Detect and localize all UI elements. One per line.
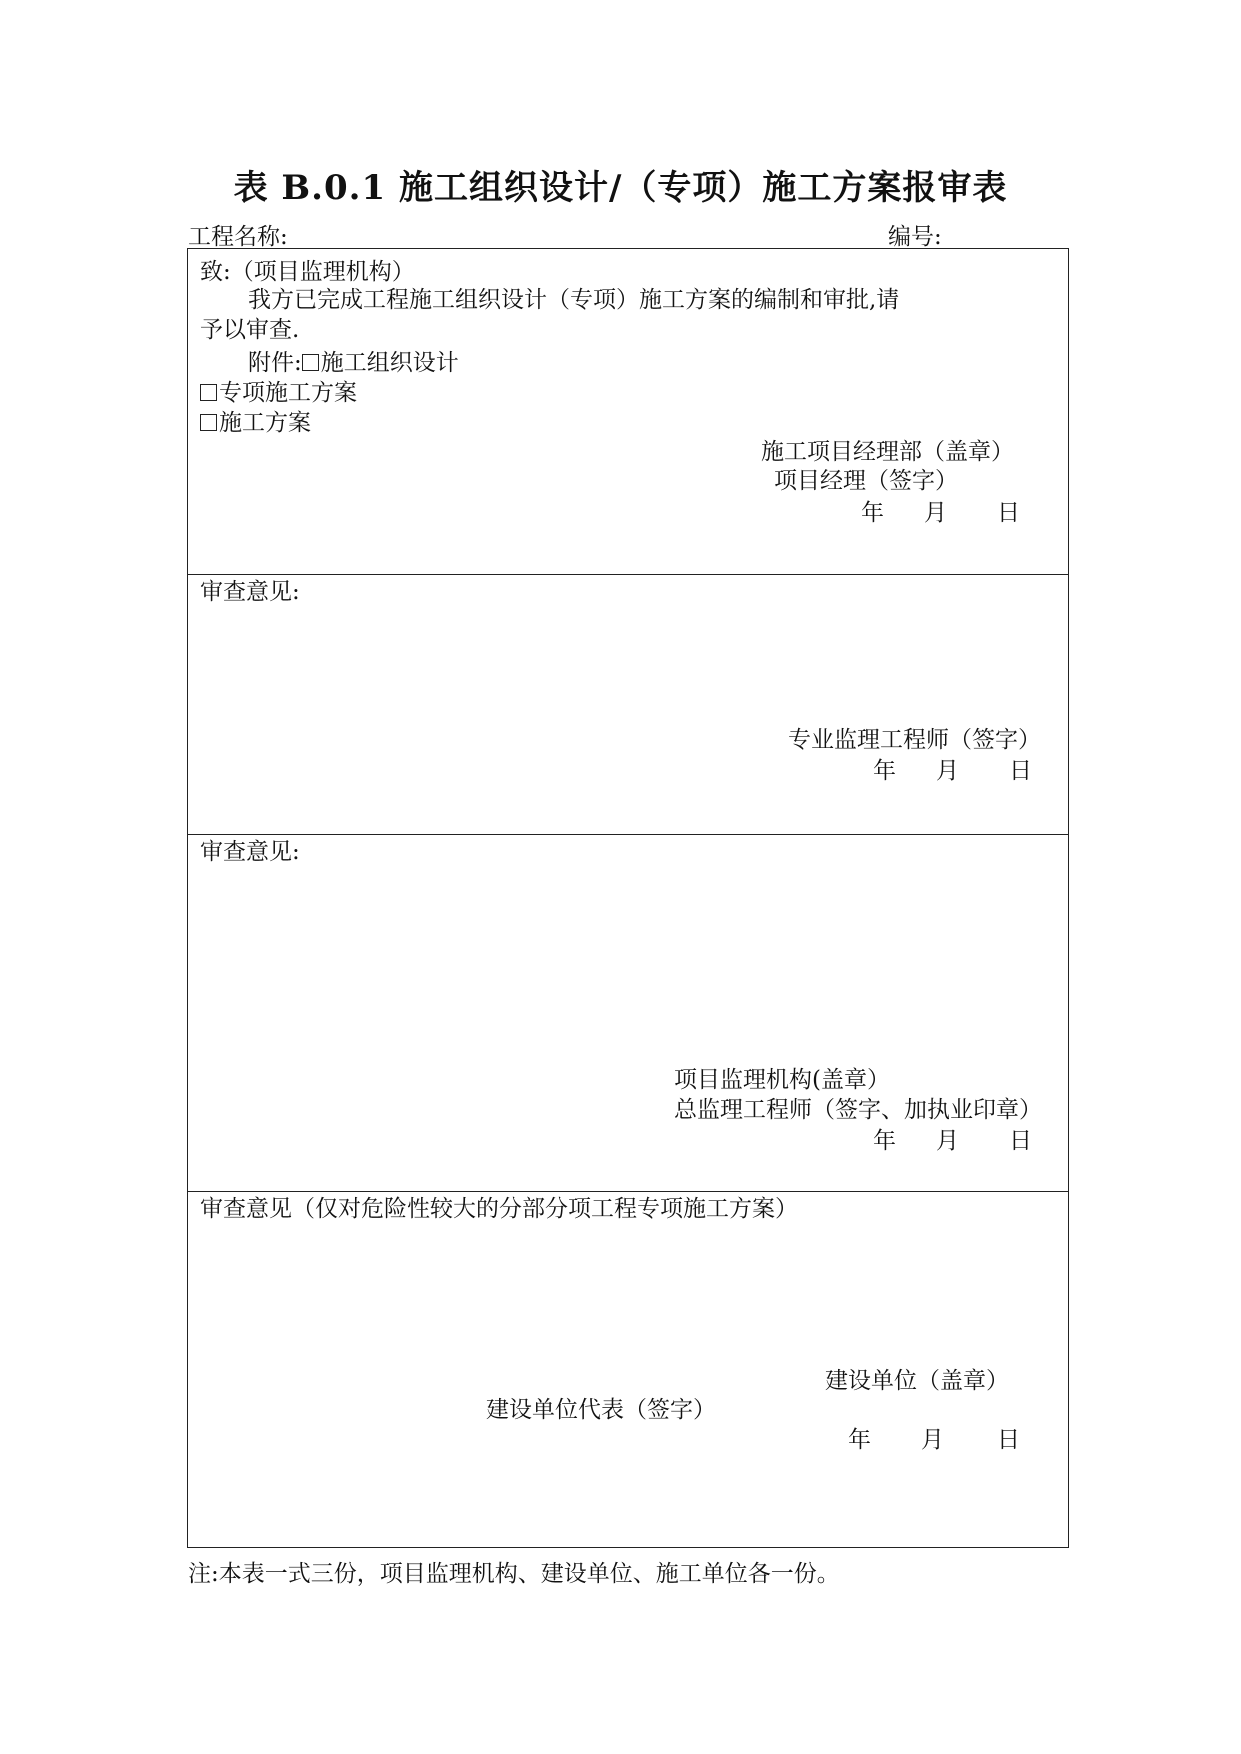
checkbox-special-plan[interactable]	[200, 384, 217, 401]
body-line-2: 予以审查.	[200, 317, 300, 343]
sign-supervision-org: 项目监理机构(盖章）	[674, 1067, 890, 1093]
sign-owner-rep: 建设单位代表（签字）	[486, 1397, 716, 1423]
date-day: 日	[997, 500, 1020, 526]
addressee-line: 致:（项目监理机构）	[200, 259, 415, 285]
date-month: 月	[936, 758, 959, 784]
date-month: 月	[936, 1128, 959, 1154]
option-special-plan-label: 专项施工方案	[219, 380, 357, 406]
professional-review-section	[188, 575, 1068, 835]
date-year: 年	[873, 1128, 896, 1154]
sign-professional-engineer: 专业监理工程师（签字）	[788, 727, 1041, 753]
sign-dept: 施工项目经理部（盖章）	[761, 439, 1014, 465]
sign-owner-unit: 建设单位（盖章）	[825, 1368, 1009, 1394]
date-day: 日	[1009, 1128, 1032, 1154]
date-month: 月	[924, 500, 947, 526]
option-row-construction-plan	[200, 412, 311, 435]
date-day: 日	[1009, 758, 1032, 784]
date-year: 年	[861, 500, 884, 526]
attachment-prefix: 附件:	[248, 350, 302, 376]
owner-review-section	[188, 1192, 1068, 1549]
review-opinion-label: 审查意见:	[200, 839, 300, 865]
approval-form-table	[187, 248, 1069, 1548]
sign-chief-engineer: 总监理工程师（签字、加执业印章）	[674, 1097, 1042, 1123]
date-month: 月	[921, 1427, 944, 1453]
attachment-row	[248, 352, 459, 375]
date-year: 年	[848, 1427, 871, 1453]
number-label: 编号:	[888, 224, 942, 250]
checkbox-construction-plan[interactable]	[200, 414, 217, 431]
sign-manager: 项目经理（签字）	[774, 468, 958, 494]
project-name-label: 工程名称:	[188, 224, 288, 250]
option-construction-design-label: 施工组织设计	[320, 350, 459, 376]
checkbox-construction-design[interactable]	[302, 354, 319, 371]
option-construction-plan-label: 施工方案	[219, 410, 311, 436]
option-row-special-plan	[200, 382, 357, 405]
footnote: 注:本表一式三份，项目监理机构、建设单位、施工单位各一份。	[188, 1561, 840, 1587]
submission-section	[188, 249, 1068, 575]
review-opinion-label: 审查意见:	[200, 579, 300, 605]
date-day: 日	[997, 1427, 1020, 1453]
chief-review-section	[188, 835, 1068, 1192]
body-line-1: 我方已完成工程施工组织设计（专项）施工方案的编制和审批,请	[248, 287, 900, 313]
date-year: 年	[873, 758, 896, 784]
page-title: 表 B.0.1 施工组织设计/（专项）施工方案报审表	[233, 168, 1008, 208]
review-opinion-label: 审查意见（仅对危险性较大的分部分项工程专项施工方案）	[200, 1196, 798, 1222]
